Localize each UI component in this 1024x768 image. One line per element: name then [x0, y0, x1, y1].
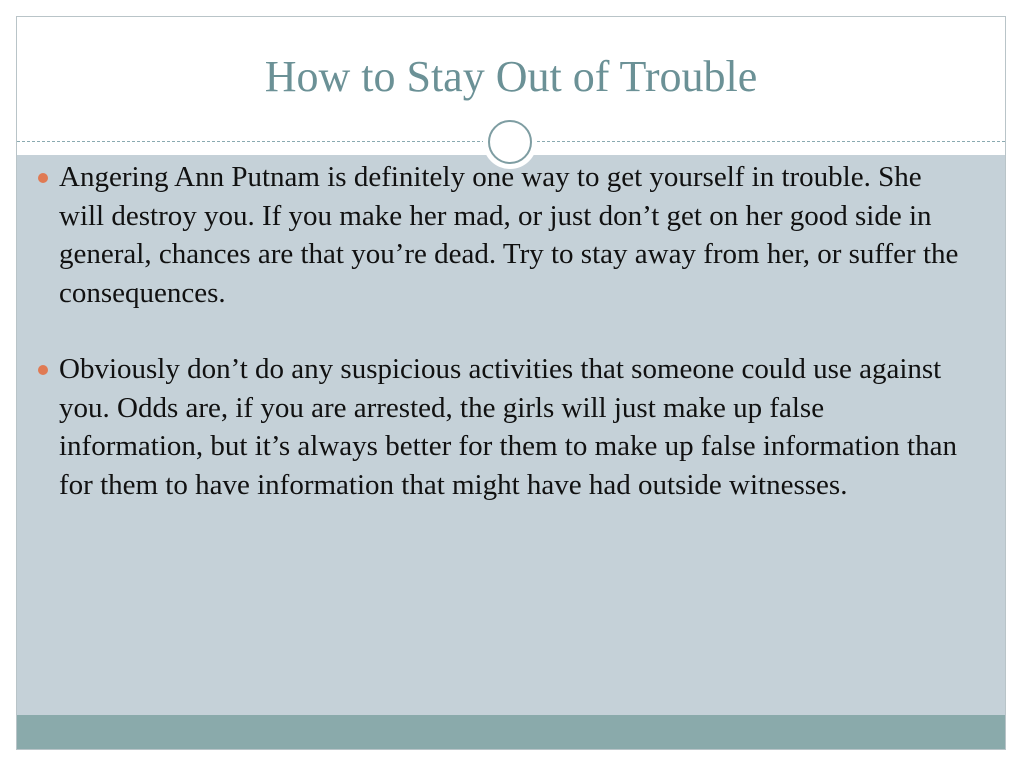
bullet-list: [38, 158, 968, 542]
slide-title: How to Stay Out of Trouble: [264, 52, 758, 101]
bullet-dot-icon: [38, 173, 48, 183]
bullet-item: [38, 350, 968, 504]
bullet-dot-icon: [38, 365, 48, 375]
bottom-band: [17, 715, 1005, 750]
bullet-item: [38, 158, 968, 312]
bullet-text: Angering Ann Putnam is definitely one way to get yourself in trouble. She will destroy you. If you make her mad, or just don’t get on her good side in general, chances are that you’re dead. Try to stay away from her, or suffer the consequences.: [59, 161, 959, 309]
bullet-text: Obviously don’t do any suspicious activities that someone could use against you. Odds are, if you are arrested, the girls will just make up false information, but it’s always better for them to make up false information than for them to have information that might have had outside witnesses.: [59, 353, 957, 501]
